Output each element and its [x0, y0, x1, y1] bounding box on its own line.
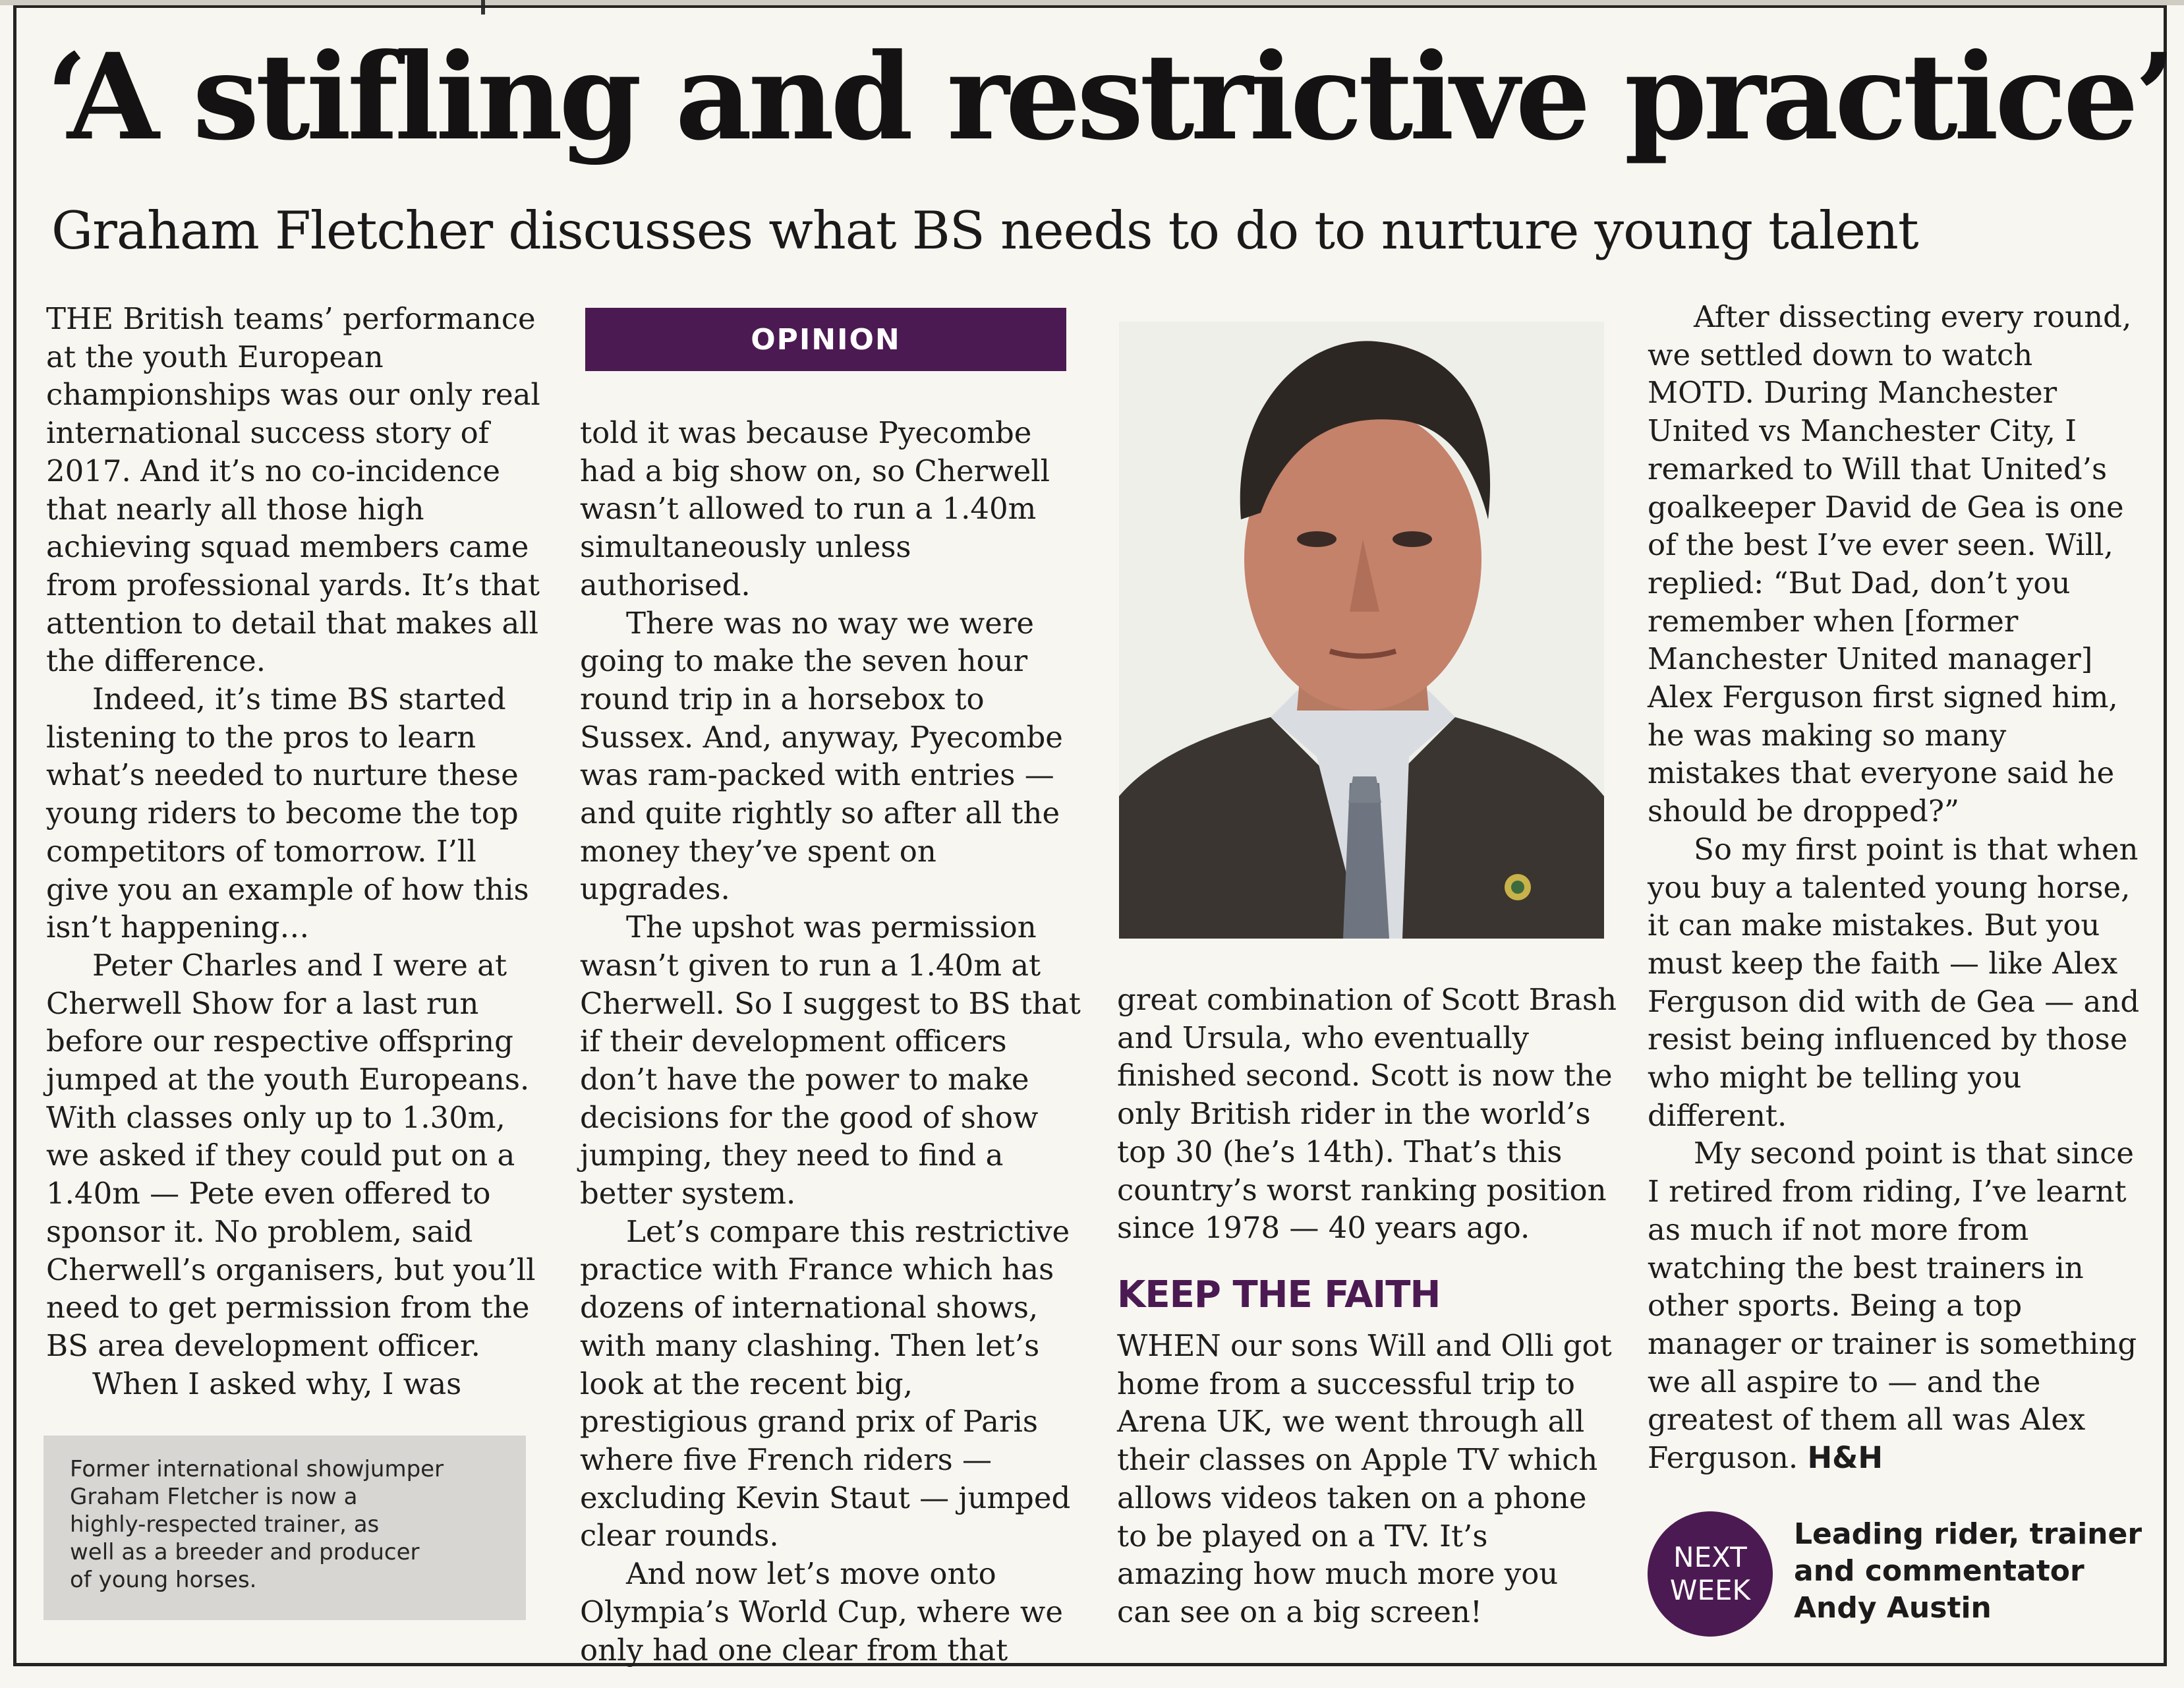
sign-off: H&H — [1807, 1440, 1883, 1476]
paragraph: great combination of Scott Brash and Ursula, who eventually finished second. Scott is now the only British rider in the world’s top 30 (he’s 14th). That’s this country’s worst ranking position since 1978 — 40 years ago. — [1117, 982, 1617, 1246]
page-top-rule — [0, 0, 2184, 5]
paragraph: Let’s compare this restrictive practice with France which has dozens of international shows, with many clashing. Then let’s look at the recent big, prestigious grand prix of Paris where five French riders — excluding Kevin Staut — jumped clear rounds. — [580, 1213, 1071, 1554]
column-3-continued — [1117, 1327, 1618, 1631]
photo-caption: Former international showjumper Graham Fletcher is now a highly-respected trainer, as well as a breeder and producer of young horses. — [70, 1456, 444, 1593]
next-week-badge — [1648, 1511, 1773, 1637]
paragraph: And now let’s move onto Olympia’s World Cup, where we only had one clear from that — [580, 1556, 1063, 1668]
next-week-badge-line-1: NEXT — [1673, 1541, 1747, 1573]
paragraph: Peter Charles and I were at Cherwell Show for a last run before our respective offspring jumped at the youth Europeans. With classes only up to 1.30m, we asked if they could put on a 1.40m — Pete even offered to sponsor it. No problem, said Cherwell’s organisers, but you’ll need to get permission from the BS area development officer. — [46, 947, 536, 1363]
column-4 — [1648, 298, 2148, 1477]
paragraph-text: My second point is that since I retired from riding, I’ve learnt as much if not more from watching the best trainers in other sports. Being a top manager or trainer is something we all aspire to — and the greatest of them all was Alex Ferguson. — [1648, 1136, 2137, 1476]
paragraph — [1648, 1134, 2148, 1476]
paragraph: told it was because Pyecombe had a big show on, so Cherwell wasn’t allowed to run a 1.40m simultaneously unless authorised. — [580, 415, 1050, 602]
column-2 — [580, 414, 1081, 1669]
column-3 — [1117, 981, 1618, 1247]
column-1 — [46, 300, 547, 1403]
author-portrait-photo — [1119, 322, 1604, 939]
paragraph: When I asked why, I was — [92, 1366, 462, 1401]
paragraph: After dissecting every round, we settled down to watch MOTD. During Manchester United vs Manchester City, I remarked to Will that United’s goalkeeper David de Gea is one of the best I’ve ever seen. Will, replied: “But Dad, don’t you remember when [former Manchester United manager] Alex Ferguson first signed him, he was making so many mistakes that everyone said he should be dropped?” — [1648, 299, 2132, 829]
next-week-badge-line-2: WEEK — [1669, 1574, 1751, 1606]
paragraph: WHEN our sons Will and Olli got home from a successful trip to Arena UK, we went through all their classes on Apple TV which allows videos taken on a phone to be played on a TV. It’s amazing how much more you can see on a big screen! — [1117, 1328, 1612, 1629]
paragraph: The upshot was permission wasn’t given to run a 1.40m at Cherwell. So I suggest to BS that if their development officers don’t have the power to make decisions for the good of show jumping, they need to find a better system. — [580, 910, 1081, 1211]
headline: ‘A stifling and restrictive practice’ — [46, 28, 2172, 167]
paragraph: So my first point is that when you buy a talented young horse, it can make mistakes. But you must keep the faith — like Alex Ferguson did with de Gea — and resist being influenced by those who might be telling you different. — [1648, 831, 2140, 1133]
next-week-description: Leading rider, trainer and commentator Andy Austin — [1794, 1517, 2142, 1625]
standfirst: Graham Fletcher discusses what BS needs to do to nurture young talent — [51, 200, 1918, 261]
paragraph: Indeed, it’s time BS started listening to the pros to learn what’s needed to nurture these young riders to become the top competitors of tomorrow. I’ll give you an example of how this isn’t happening… — [46, 682, 529, 945]
paragraph: There was no way we were going to make the seven hour round trip in a horsebox to Sussex. And, anyway, Pyecombe was ram-packed with entries — and quite rightly so after all the money they’ve spent on upgrades. — [580, 605, 1063, 907]
photo-caption-box — [43, 1436, 526, 1620]
paragraph: THE British teams’ performance at the youth European championships was our only real international success story of 2017. And it’s no co-incidence that nearly all those high achieving squad members came from professional yards. It’s that attention to detail that makes all the difference. — [46, 301, 540, 679]
section-label-banner: OPINION — [585, 308, 1066, 371]
subheading-keep-the-faith: KEEP THE FAITH — [1117, 1273, 1441, 1316]
portrait-illustration — [1119, 322, 1604, 939]
